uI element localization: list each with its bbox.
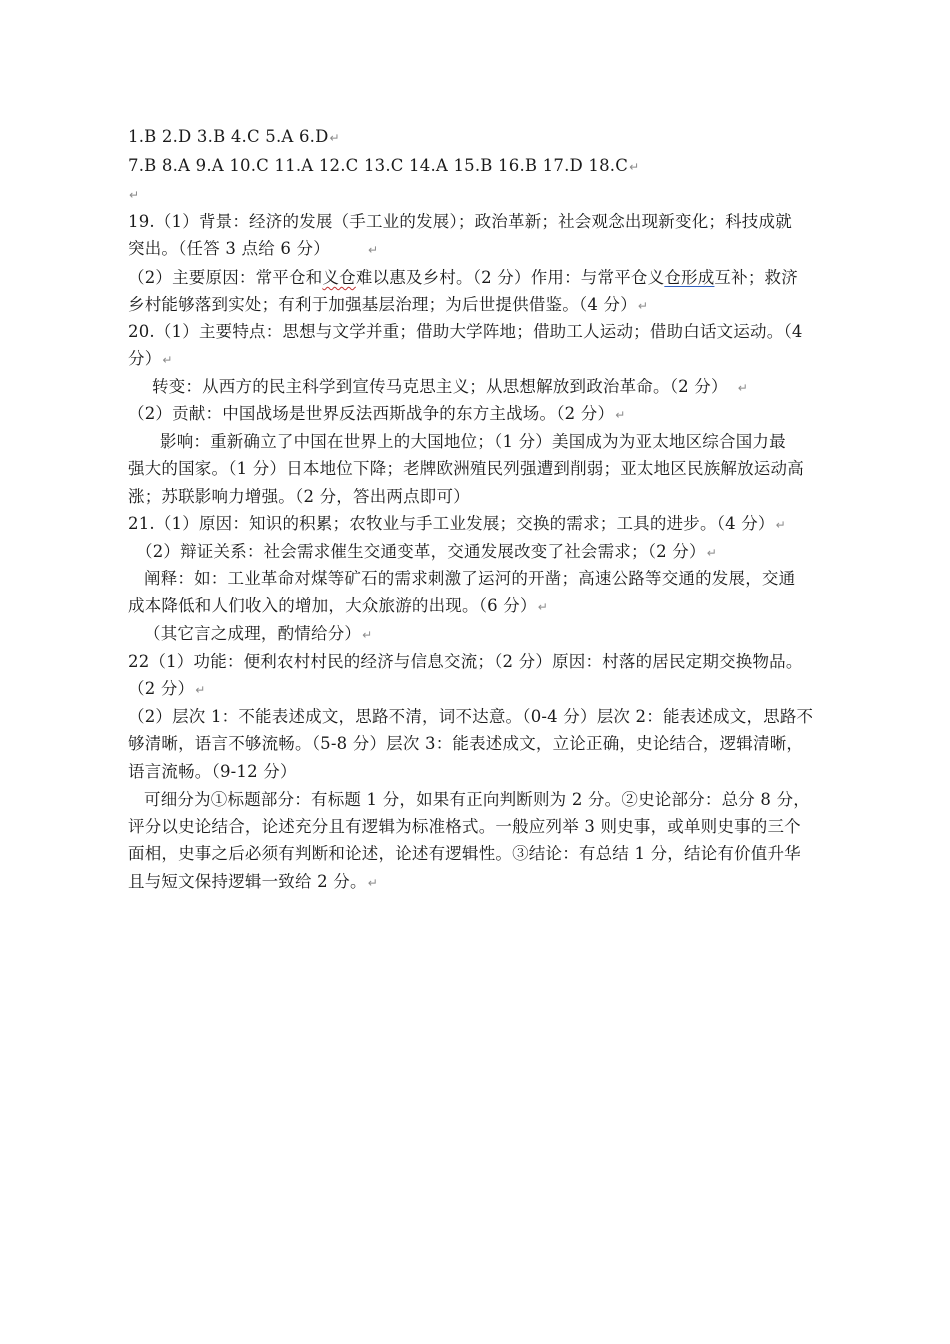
paragraph-mark-icon: ↵ xyxy=(195,683,206,697)
paragraph-mark-icon: ↵ xyxy=(775,518,786,532)
paragraph-mark-icon: ↵ xyxy=(367,243,379,257)
mc-answers-line-2: 7.B 8.A 9.A 10.C 11.A 12.C 13.C 14.A 15.B 16.B 17.D 18.C↵ xyxy=(128,156,640,175)
q19-part2-line-2: 乡村能够落到实处；有利于加强基层治理；为后世提供借鉴。（4 分）↵ xyxy=(128,295,649,314)
paragraph-mark-icon: ↵ xyxy=(129,188,140,202)
q20-part1-line-1: 20.（1）主要特点：思想与文学并重；借助大学阵地；借助工人运动；借助白话文运动。（4 xyxy=(128,322,803,341)
q22-part2-line-3: 语言流畅。（9-12 分） xyxy=(128,762,297,781)
q21-part2-line-1: （2）辩证关系：社会需求催生交通变革，交通发展改变了社会需求；（2 分）↵ xyxy=(136,542,717,561)
q20-part2-line-3: 强大的国家。（1 分）日本地位下降；老牌欧洲殖民列强遭到削弱；亚太地区民族解放运动高 xyxy=(128,459,804,478)
paragraph-mark-icon: ↵ xyxy=(737,381,748,395)
paragraph-mark-icon: ↵ xyxy=(706,546,717,560)
q21-part1-line-1: 21.（1）原因：知识的积累；农牧业与手工业发展；交换的需求；工具的进步。（4 分）↵ xyxy=(128,514,786,533)
q21-part2-line-3: 成本降低和人们收入的增加，大众旅游的出现。（6 分）↵ xyxy=(128,596,548,615)
q22-part3-line-2: 评分以史论结合，论述充分且有逻辑为标准格式。一般应列举 3 则史事，或单则史事的三个 xyxy=(128,817,801,836)
q19-part1-line-1: 19.（1）背景：经济的发展（手工业的发展）；政治革新；社会观念出现新变化；科技成就 xyxy=(128,212,792,231)
q21-part2-line-4: （其它言之成理，酌情给分）↵ xyxy=(144,624,373,643)
q22-part3-line-3: 面相，史事之后必须有判断和论述，论述有逻辑性。③结论：有总结 1 分，结论有价值升华 xyxy=(128,844,801,863)
q20-part1-line-3: 转变：从西方的民主科学到宣传马克思主义；从思想解放到政治革命。（2 分） ↵ xyxy=(152,377,748,396)
q20-part2-line-2: 影响：重新确立了中国在世界上的大国地位；（1 分）美国成为为亚太地区综合国力最 xyxy=(160,432,786,451)
q22-part3-line-1: 可细分为①标题部分：有标题 1 分，如果有正向判断则为 2 分。②史论部分：总分 8 分， xyxy=(144,790,810,809)
q22-part3-line-4: 且与短文保持逻辑一致给 2 分。↵ xyxy=(128,872,378,891)
q22-part1-line-2: （2 分）↵ xyxy=(128,679,206,698)
q20-part2-line-1: （2）贡献：中国战场是世界反法西斯战争的东方主战场。（2 分）↵ xyxy=(128,404,626,423)
paragraph-mark-icon: ↵ xyxy=(615,408,626,422)
q22-part2-line-2: 够清晰，语言不够流畅。（5-8 分）层次 3：能表述成文，立论正确，史论结合，逻辑清晰， xyxy=(128,734,804,753)
q19-part1-line-2: 突出。（任答 3 点给 6 分） ↵ xyxy=(128,239,379,258)
q20-part1-line-2: 分）↵ xyxy=(128,349,173,368)
paragraph-mark-icon: ↵ xyxy=(162,353,173,367)
paragraph-mark-icon: ↵ xyxy=(637,299,649,313)
q20-part2-line-4: 涨；苏联影响力增强。（2 分，答出两点即可） xyxy=(128,487,470,506)
spellcheck-underlined-word: 义仓 xyxy=(322,268,356,287)
grammar-underlined-word: 仓形成 xyxy=(664,268,715,287)
paragraph-mark-icon: ↵ xyxy=(329,131,340,145)
empty-paragraph xyxy=(128,183,139,206)
q21-part2-line-2: 阐释：如：工业革命对煤等矿石的需求刺激了运河的开凿；高速公路等交通的发展，交通 xyxy=(144,569,796,588)
mc-answers-line-1: 1.B 2.D 3.B 4.C 5.A 6.D↵ xyxy=(128,127,340,146)
q22-part2-line-1: （2）层次 1：不能表述成文，思路不清，词不达意。（0-4 分）层次 2：能表述成文，思路不 xyxy=(128,707,814,726)
paragraph-mark-icon: ↵ xyxy=(629,160,640,174)
q22-part1-line-1: 22（1）功能：便利农村村民的经济与信息交流；（2 分）原因：村落的居民定期交换物品。 xyxy=(128,652,803,671)
paragraph-mark-icon: ↵ xyxy=(367,876,378,890)
q19-part2-line-1: （2）主要原因：常平仓和义仓难以惠及乡村。（2 分）作用：与常平仓义仓形成互补；救济 xyxy=(128,268,798,287)
paragraph-mark-icon: ↵ xyxy=(362,628,373,642)
paragraph-mark-icon: ↵ xyxy=(537,600,548,614)
